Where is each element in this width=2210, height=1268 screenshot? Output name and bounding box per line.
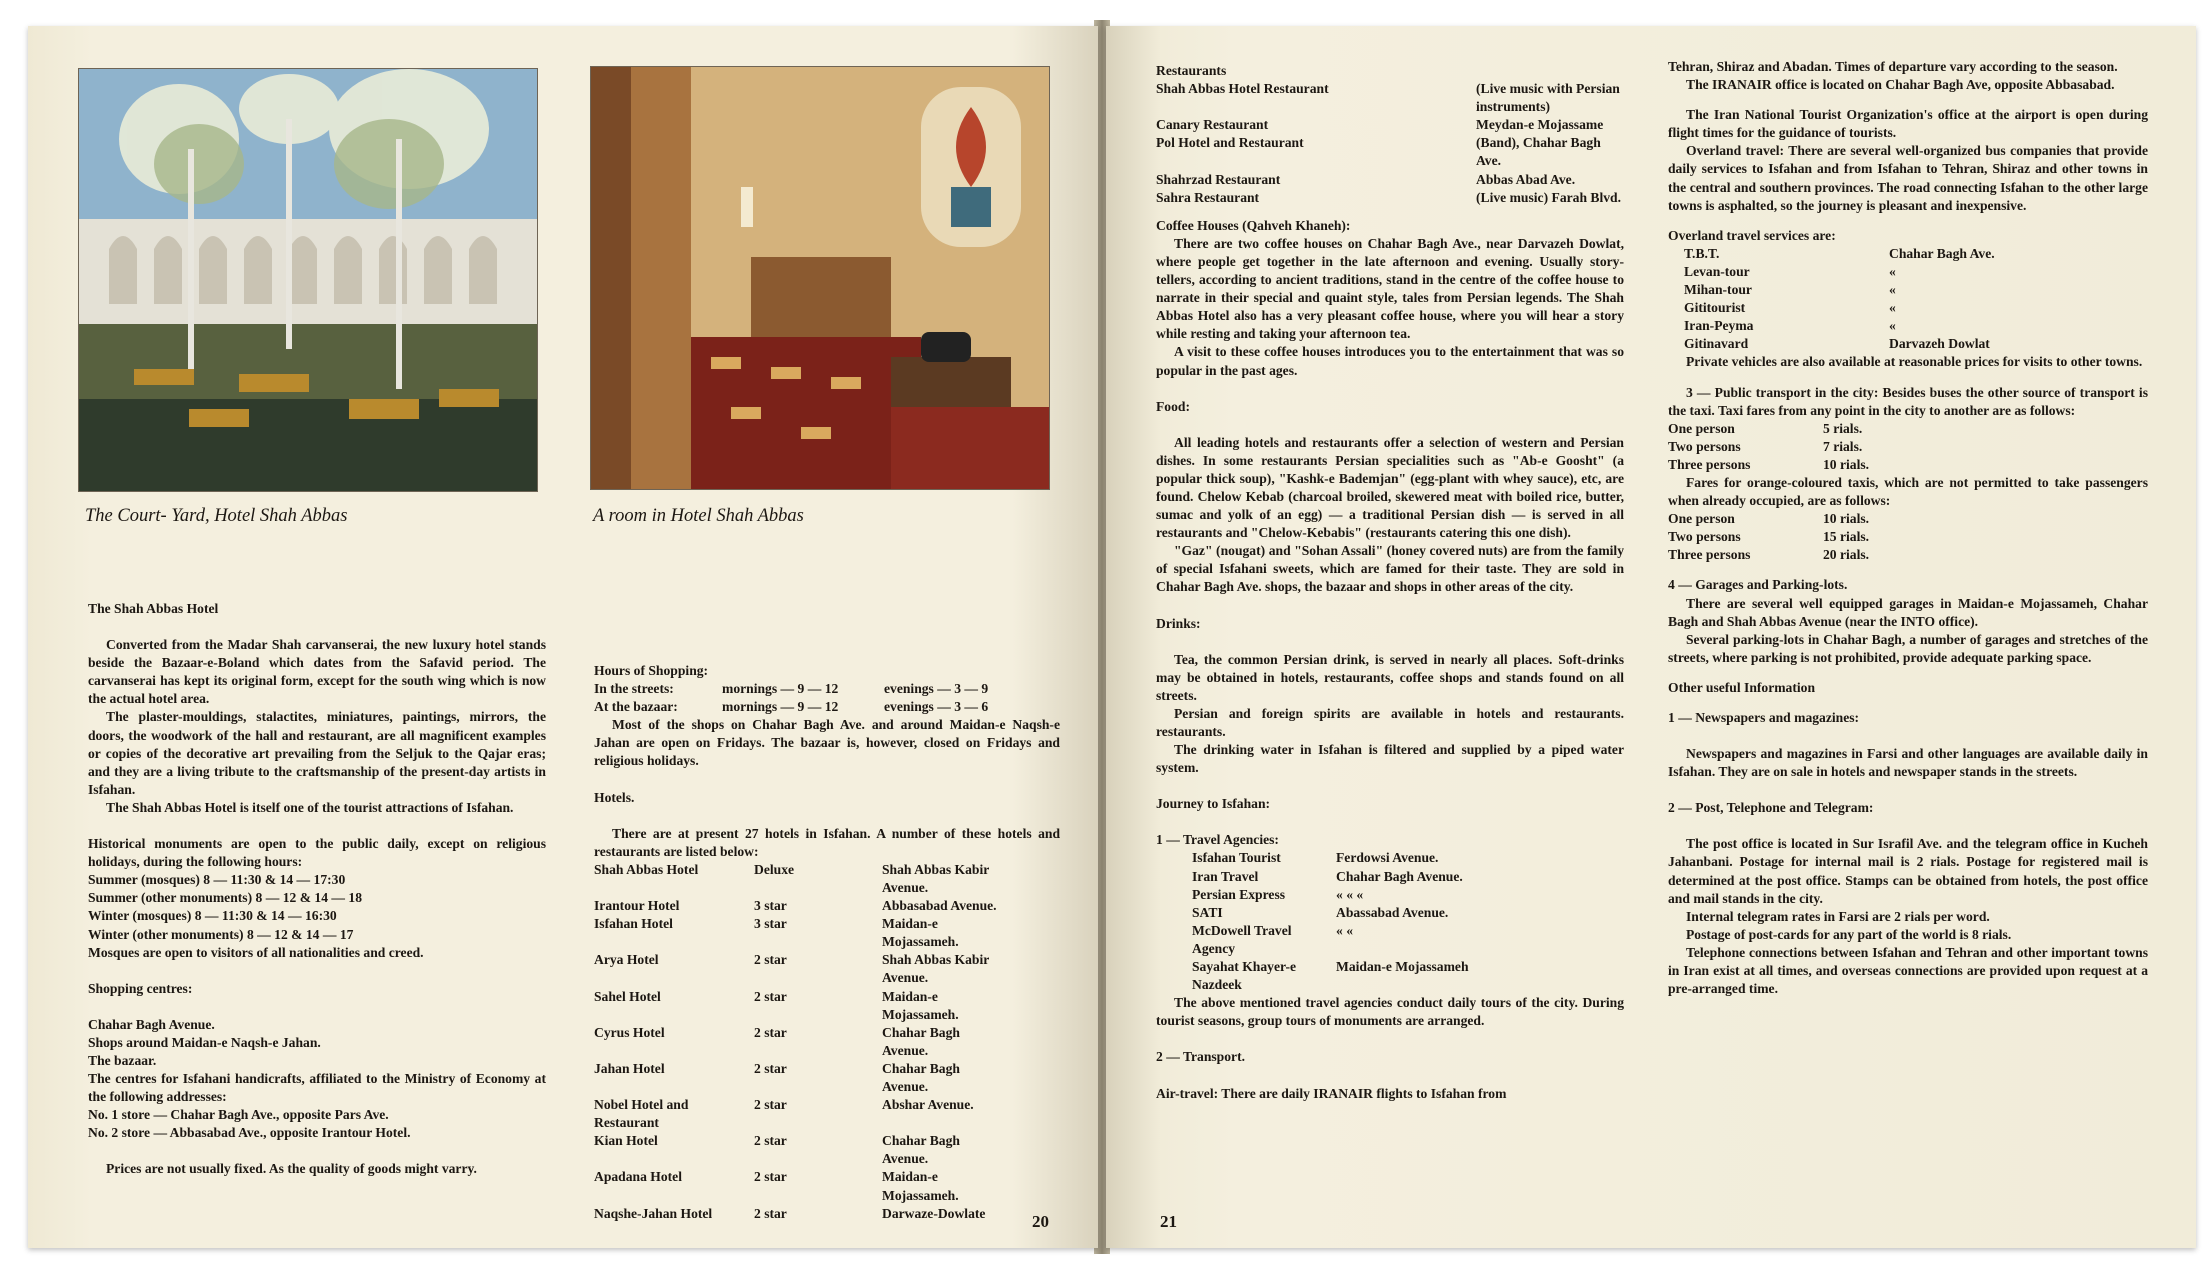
list-cell-name: Sahel Hotel: [594, 988, 661, 1004]
list-row: [1684, 335, 2148, 353]
list-cell-who: Three persons: [1668, 456, 1751, 472]
list-cell-address: «: [1889, 263, 1896, 279]
list-row: [594, 1168, 1060, 1204]
bazaar-morning: mornings — 9 — 12: [722, 699, 839, 715]
list-row: [594, 1096, 1060, 1132]
transport-heading: 2 — Transport.: [1156, 1049, 1245, 1065]
list-cell-cost: 15 rials.: [1823, 529, 1870, 545]
list-row: [1668, 420, 2148, 438]
paragraph: There are two coffee houses on Chahar Bagh Ave., near Darvazeh Dowlat, where people get together in the late afternoon and evening. Usually story-tellers, according to ancient traditions, stand in the centre of the coffee house to narrate in their special and quaint style, tales from Persian legends. The Shah Abbas Hotel also has a very pleasant coffee house, where you will hear a story while resting and taking your afternoon tea.: [1156, 235, 1624, 342]
bazaar-hours-row: [594, 698, 1060, 716]
paragraph: Newspapers and magazines in Farsi and other languages are available daily in Isfahan. They are on sale in hotels and newspaper stands in the streets.: [1668, 746, 2148, 780]
list-cell-name: T.B.T.: [1684, 245, 1720, 261]
streets-hours-row: [594, 680, 1060, 698]
list-row: [1684, 299, 2148, 317]
paragraph: A visit to these coffee houses introduces you to the entertainment that was so popular in the past ages.: [1156, 344, 1624, 378]
list-row: [1156, 116, 1624, 134]
agency-list: [1192, 849, 1624, 994]
list-cell-info: (Band), Chahar Bagh Ave.: [1476, 135, 1601, 169]
restaurant-list: [1156, 80, 1624, 207]
list-cell-address: Maidan-e Mojassameh.: [882, 1169, 959, 1203]
courtyard-photo: [78, 68, 538, 492]
paragraph: The drinking water in Isfahan is filtered and supplied by a piped water system.: [1156, 742, 1624, 776]
list-cell-name: Arya Hotel: [594, 952, 659, 968]
courtyard-illustration: [79, 69, 537, 491]
paragraph: Telephone connections between Isfahan and Tehran and other important towns in Iran exist at all times, and overseas connections are provided upon request at a pre-arranged time.: [1668, 944, 2148, 997]
list-row: [1684, 245, 2148, 263]
list-cell-name: Iran-Peyma: [1684, 318, 1754, 334]
list-cell-name: Isfahan Hotel: [594, 916, 673, 932]
list-row: [1192, 849, 1624, 867]
paragraph: Persian and foreign spirits are available in hotels and restaurants. restaurants.: [1156, 705, 1624, 739]
list-cell-rating: 2 star: [754, 1024, 787, 1040]
bazaar-evening: evenings — 3 — 6: [884, 699, 989, 715]
list-row: [1668, 528, 2148, 546]
paragraph: Tehran, Shiraz and Abadan. Times of departure vary according to the season.: [1668, 59, 2118, 74]
list-cell-who: Three persons: [1668, 547, 1751, 563]
list-row: [594, 1132, 1060, 1168]
list-cell-rating: 2 star: [754, 1205, 787, 1221]
list-row: [1156, 134, 1624, 170]
list-cell-name: Gititourist: [1684, 300, 1746, 316]
right-column-1: [1156, 62, 1624, 1103]
list-cell-rating: 3 star: [754, 916, 787, 932]
hours-line: Winter (mosques) 8 — 11:30 & 14 — 16:30: [88, 908, 337, 924]
left-column-1: [88, 600, 546, 1179]
list-cell-info: Meydan-e Mojassame: [1476, 117, 1604, 133]
section-title-shah-abbas: The Shah Abbas Hotel: [88, 601, 219, 616]
list-cell-who: One person: [1668, 420, 1735, 436]
list-cell-rating: 2 star: [754, 1133, 787, 1149]
list-row: [1156, 189, 1624, 207]
list-row: [1156, 171, 1624, 189]
shopping-line: Shops around Maidan-e Naqsh-e Jahan.: [88, 1034, 321, 1050]
list-row: [1192, 886, 1624, 904]
list-cell-cost: 10 rials.: [1823, 456, 1870, 472]
restaurants-heading: Restaurants: [1156, 63, 1227, 78]
list-cell-address: Maidan-e Mojassameh.: [882, 916, 959, 950]
list-cell-name: Nobel Hotel and Restaurant: [594, 1097, 689, 1131]
list-cell-cost: 10 rials.: [1823, 511, 1870, 527]
bazaar-label: At the bazaar:: [594, 699, 678, 715]
paragraph: The Iran National Tourist Organization's office at the airport is open during flight times for the guidance of tourists.: [1668, 107, 2148, 141]
paragraph: Overland travel: There are several well-organized bus companies that provide daily services to Isfahan and from Isfahan to Tehran, Shiraz and other towns in the central and southern provinces. The road connecting Isfahan to the other large towns is asphalted, so the journey is pleasant and inexpensive.: [1668, 143, 2148, 213]
hotels-intro: There are at present 27 hotels in Isfahan. A number of these hotels and restaurants are listed below:: [594, 825, 1060, 859]
list-row: [1192, 958, 1624, 994]
list-cell-who: Two persons: [1668, 438, 1741, 454]
list-cell-name: Persian Express: [1192, 886, 1286, 902]
air-travel: Air-travel: There are daily IRANAIR flights to Isfahan from: [1156, 1085, 1507, 1101]
list-cell-address: « « «: [1336, 886, 1364, 902]
drinks-heading: Drinks:: [1156, 615, 1201, 631]
post-heading: 2 — Post, Telephone and Telegram:: [1668, 800, 1874, 816]
list-row: [1192, 868, 1624, 886]
list-cell-name: Shah Abbas Hotel: [594, 861, 699, 877]
list-row: [1668, 546, 2148, 564]
paragraph: "Gaz" (nougat) and "Sohan Assali" (honey covered nuts) are from the family of special Isfahani sweets, which are famed for their taste. They are sold in Chahar Bagh Ave. shops, the bazaar and shops in other areas of the city.: [1156, 543, 1624, 595]
mosques-note: Mosques are open to visitors of all nationalities and creed.: [88, 944, 424, 960]
list-cell-rating: 2 star: [754, 1060, 787, 1076]
list-cell-address: Maidan-e Mojassameh.: [882, 988, 959, 1022]
list-cell-name: Cyrus Hotel: [594, 1024, 665, 1040]
hotels-heading: Hotels.: [594, 789, 635, 805]
list-cell-name: Pol Hotel and Restaurant: [1156, 135, 1304, 151]
page-number-right: 21: [1160, 1212, 1177, 1231]
list-cell-name: Sayahat Khayer-e Nazdeek: [1192, 959, 1297, 993]
taxi-fare-list: [1668, 420, 2148, 474]
paragraph: Fares for orange-coloured taxis, which are not permitted to take passengers when already occupied, are as follows:: [1668, 474, 2148, 509]
journey-heading: Journey to Isfahan:: [1156, 796, 1271, 812]
paragraph: 3 — Public transport in the city: Besides buses the other source of transport is the taxi. Taxi fares from any point in the city to another are as follows:: [1668, 384, 2148, 418]
list-cell-who: One person: [1668, 511, 1735, 527]
list-row: [594, 1205, 1060, 1223]
list-cell-address: « «: [1336, 922, 1353, 938]
list-row: [1684, 317, 2148, 335]
list-cell-address: Shah Abbas Kabir Avenue.: [882, 861, 990, 895]
list-cell-cost: 7 rials.: [1823, 438, 1863, 454]
centres-note: The centres for Isfahani handicrafts, affiliated to the Ministry of Economy at the following addresses:: [88, 1071, 546, 1105]
list-cell-rating: 2 star: [754, 1097, 787, 1113]
list-row: [594, 1024, 1060, 1060]
paragraph: The plaster-mouldings, stalactites, miniatures, paintings, mirrors, the doors, the woodwork of the hall and restaurant, are all magnificent examples or copies of the decorative art prevailing from the Seljuk to the Qajar eras; and they are a living tribute to the craftsmanship of the present-day artists in Isfahan.: [88, 709, 546, 797]
shopping-line: The bazaar.: [88, 1052, 157, 1068]
list-cell-address: Maidan-e Mojassameh: [1336, 959, 1469, 975]
list-cell-name: Gitinavard: [1684, 336, 1749, 352]
list-cell-address: Chahar Bagh Avenue.: [882, 1024, 960, 1058]
list-cell-name: Sahra Restaurant: [1156, 189, 1260, 205]
paragraph: The post office is located in Sur Israfil Ave. and the telegram office in Kucheh Jahanbani. Postage for internal mail is 2 rials. Postage for registered mail is determined at the post office. Stamps can be obtained from hotels, the post office and mail stands in the city.: [1668, 836, 2148, 906]
list-row: [594, 1060, 1060, 1096]
list-cell-name: Mihan-tour: [1684, 282, 1752, 298]
list-cell-address: Chahar Bagh Ave.: [1889, 245, 1995, 261]
list-cell-address: Chahar Bagh Avenue.: [882, 1133, 960, 1167]
list-cell-address: «: [1889, 300, 1896, 316]
orange-taxi-fare-list: [1668, 510, 2148, 564]
list-cell-name: SATI: [1192, 904, 1223, 920]
list-cell-address: Shah Abbas Kabir Avenue.: [882, 952, 990, 986]
paragraph: Internal telegram rates in Farsi are 2 rials per word.: [1686, 908, 1990, 924]
list-cell-name: Kian Hotel: [594, 1133, 658, 1149]
list-cell-info: (Live music with Persian instruments): [1476, 81, 1620, 115]
store-line: No. 2 store — Abbasabad Ave., opposite Irantour Hotel.: [88, 1125, 411, 1141]
left-page: [28, 26, 1098, 1248]
list-cell-address: «: [1889, 318, 1896, 334]
courtyard-caption: The Court- Yard, Hotel Shah Abbas: [85, 506, 348, 526]
list-cell-name: Isfahan Tourist: [1192, 850, 1281, 866]
newspapers-heading: 1 — Newspapers and magazines:: [1668, 710, 1860, 725]
paragraph: The IRANAIR office is located on Chahar Bagh Ave, opposite Abbasabad.: [1686, 77, 2115, 93]
streets-label: In the streets:: [594, 681, 674, 697]
list-row: [594, 915, 1060, 951]
list-cell-who: Two persons: [1668, 529, 1741, 545]
list-row: [594, 897, 1060, 915]
paragraph: Postage of post-cards for any part of the world is 8 rials.: [1686, 926, 2012, 942]
list-cell-address: Abshar Avenue.: [882, 1097, 974, 1113]
list-row: [1192, 922, 1624, 958]
hotel-list: [594, 861, 1060, 1223]
list-cell-name: Jahan Hotel: [594, 1060, 665, 1076]
list-cell-name: Naqshe-Jahan Hotel: [594, 1205, 713, 1221]
paragraph: Private vehicles are also available at reasonable prices for visits to other towns.: [1686, 354, 2143, 370]
agencies-heading: 1 — Travel Agencies:: [1156, 832, 1279, 848]
paragraph: Several parking-lots in Chahar Bagh, a number of garages and stretches of the streets, where parking is not prohibited, provide adequate parking space.: [1668, 631, 2148, 665]
list-row: [1668, 456, 2148, 474]
hotel-room-illustration: [591, 67, 1049, 489]
shopping-line: Chahar Bagh Avenue.: [88, 1016, 215, 1032]
shops-note: Most of the shops on Chahar Bagh Ave. and around Maidan-e Naqsh-e Jahan are open on Fridays. The bazaar is, however, closed on Fridays and religious holidays.: [594, 717, 1060, 769]
list-cell-address: Chahar Bagh Avenue.: [1336, 868, 1463, 884]
list-cell-name: McDowell Travel Agency: [1192, 922, 1292, 956]
list-cell-name: Canary Restaurant: [1156, 117, 1269, 133]
paragraph: The Shah Abbas Hotel is itself one of the tourist attractions of Isfahan.: [106, 799, 514, 815]
list-row: [594, 951, 1060, 987]
list-row: [1684, 263, 2148, 281]
list-cell-rating: 2 star: [754, 988, 787, 1004]
list-cell-cost: 5 rials.: [1823, 420, 1863, 436]
hours-shopping-heading: Hours of Shopping:: [594, 663, 709, 678]
list-cell-cost: 20 rials.: [1823, 547, 1870, 563]
hours-line: Winter (other monuments) 8 — 12 & 14 — 17: [88, 926, 354, 942]
list-cell-name: Shah Abbas Hotel Restaurant: [1156, 81, 1329, 97]
list-cell-address: «: [1889, 282, 1896, 298]
paragraph: Tea, the common Persian drink, is served in nearly all places. Soft-drinks may be obtained in hotels, restaurants, coffee shops and stands found on all streets.: [1156, 651, 1624, 703]
monuments-intro: Historical monuments are open to the public daily, except on religious holidays, during the following hours:: [88, 836, 546, 870]
hours-line: Summer (mosques) 8 — 11:30 & 14 — 17:30: [88, 872, 346, 888]
list-row: [1684, 281, 2148, 299]
list-cell-name: Irantour Hotel: [594, 898, 680, 914]
streets-morning: mornings — 9 — 12: [722, 681, 839, 697]
list-cell-name: Apadana Hotel: [594, 1169, 682, 1185]
other-info-heading: Other useful Information: [1668, 679, 1816, 695]
list-cell-info: Abbas Abad Ave.: [1476, 171, 1576, 187]
food-heading: Food:: [1156, 398, 1190, 414]
paragraph: All leading hotels and restaurants offer a selection of western and Persian dishes. In some restaurants Persian specialities such as "Ab-e Goosht" (a popular thick soup), "Kashk-e Bademjan" (egg-plant with whey sauce), etc, are found. Chelow Kebab (charcoal broiled, skewered meat with boiled rice, butter, sumac and yolk of an egg) — a traditional Persian dish — is served in all restaurants and "Chelow-Kebabis" (restaurants catering this one dish).: [1156, 434, 1624, 541]
paragraph: Converted from the Madar Shah carvanserai, the new luxury hotel stands beside the Bazaar-e-Boland which dates from the Safavid period. The carvanserai has kept its original form, except for the south wing which is now the actual hotel area.: [88, 637, 546, 707]
list-cell-address: Chahar Bagh Avenue.: [882, 1060, 960, 1094]
shopping-heading: Shopping centres:: [88, 980, 193, 996]
list-cell-name: Shahrzad Restaurant: [1156, 171, 1281, 187]
garages-heading: 4 — Garages and Parking-lots.: [1668, 577, 1848, 593]
list-cell-rating: 2 star: [754, 1169, 787, 1185]
hours-line: Summer (other monuments) 8 — 12 & 14 — 18: [88, 890, 362, 906]
list-row: [1156, 80, 1624, 116]
streets-evening: evenings — 3 — 9: [884, 681, 989, 697]
list-cell-address: Darwaze-Dowlate: [882, 1205, 986, 1221]
list-cell-name: Iran Travel: [1192, 868, 1259, 884]
right-page: [1106, 26, 2196, 1248]
paragraph: There are several well equipped garages in Maidan-e Mojassameh, Chahar Bagh and Shah Abbas Avenue (near the INTO office).: [1668, 595, 2148, 629]
list-cell-info: (Live music) Farah Blvd.: [1476, 189, 1621, 205]
agencies-note: The above mentioned travel agencies conduct daily tours of the city. During tourist seasons, group tours of monuments are arranged.: [1156, 995, 1624, 1029]
overland-heading: Overland travel services are:: [1668, 227, 1836, 243]
list-row: [1668, 510, 2148, 528]
prices-note: Prices are not usually fixed. As the quality of goods might varry.: [106, 1161, 477, 1177]
list-cell-address: Abbasabad Avenue.: [882, 898, 997, 914]
left-column-2: [594, 662, 1060, 1223]
list-cell-rating: Deluxe: [754, 861, 795, 877]
list-row: [1668, 438, 2148, 456]
list-cell-name: Levan-tour: [1684, 263, 1750, 279]
list-row: [594, 861, 1060, 897]
bus-company-list: [1684, 245, 2148, 354]
list-cell-address: Ferdowsi Avenue.: [1336, 850, 1439, 866]
list-cell-rating: 2 star: [754, 952, 787, 968]
room-caption: A room in Hotel Shah Abbas: [593, 506, 804, 526]
store-line: No. 1 store — Chahar Bagh Ave., opposite Pars Ave.: [88, 1107, 389, 1123]
list-cell-address: Abassabad Avenue.: [1336, 904, 1449, 920]
hotel-room-photo: [590, 66, 1050, 490]
list-cell-address: Darvazeh Dowlat: [1889, 336, 1990, 352]
page-number-left: 20: [1032, 1212, 1049, 1231]
list-row: [594, 988, 1060, 1024]
list-cell-rating: 3 star: [754, 898, 787, 914]
coffee-heading: Coffee Houses (Qahveh Khaneh):: [1156, 217, 1351, 233]
right-column-2: [1668, 58, 2148, 998]
list-row: [1192, 904, 1624, 922]
